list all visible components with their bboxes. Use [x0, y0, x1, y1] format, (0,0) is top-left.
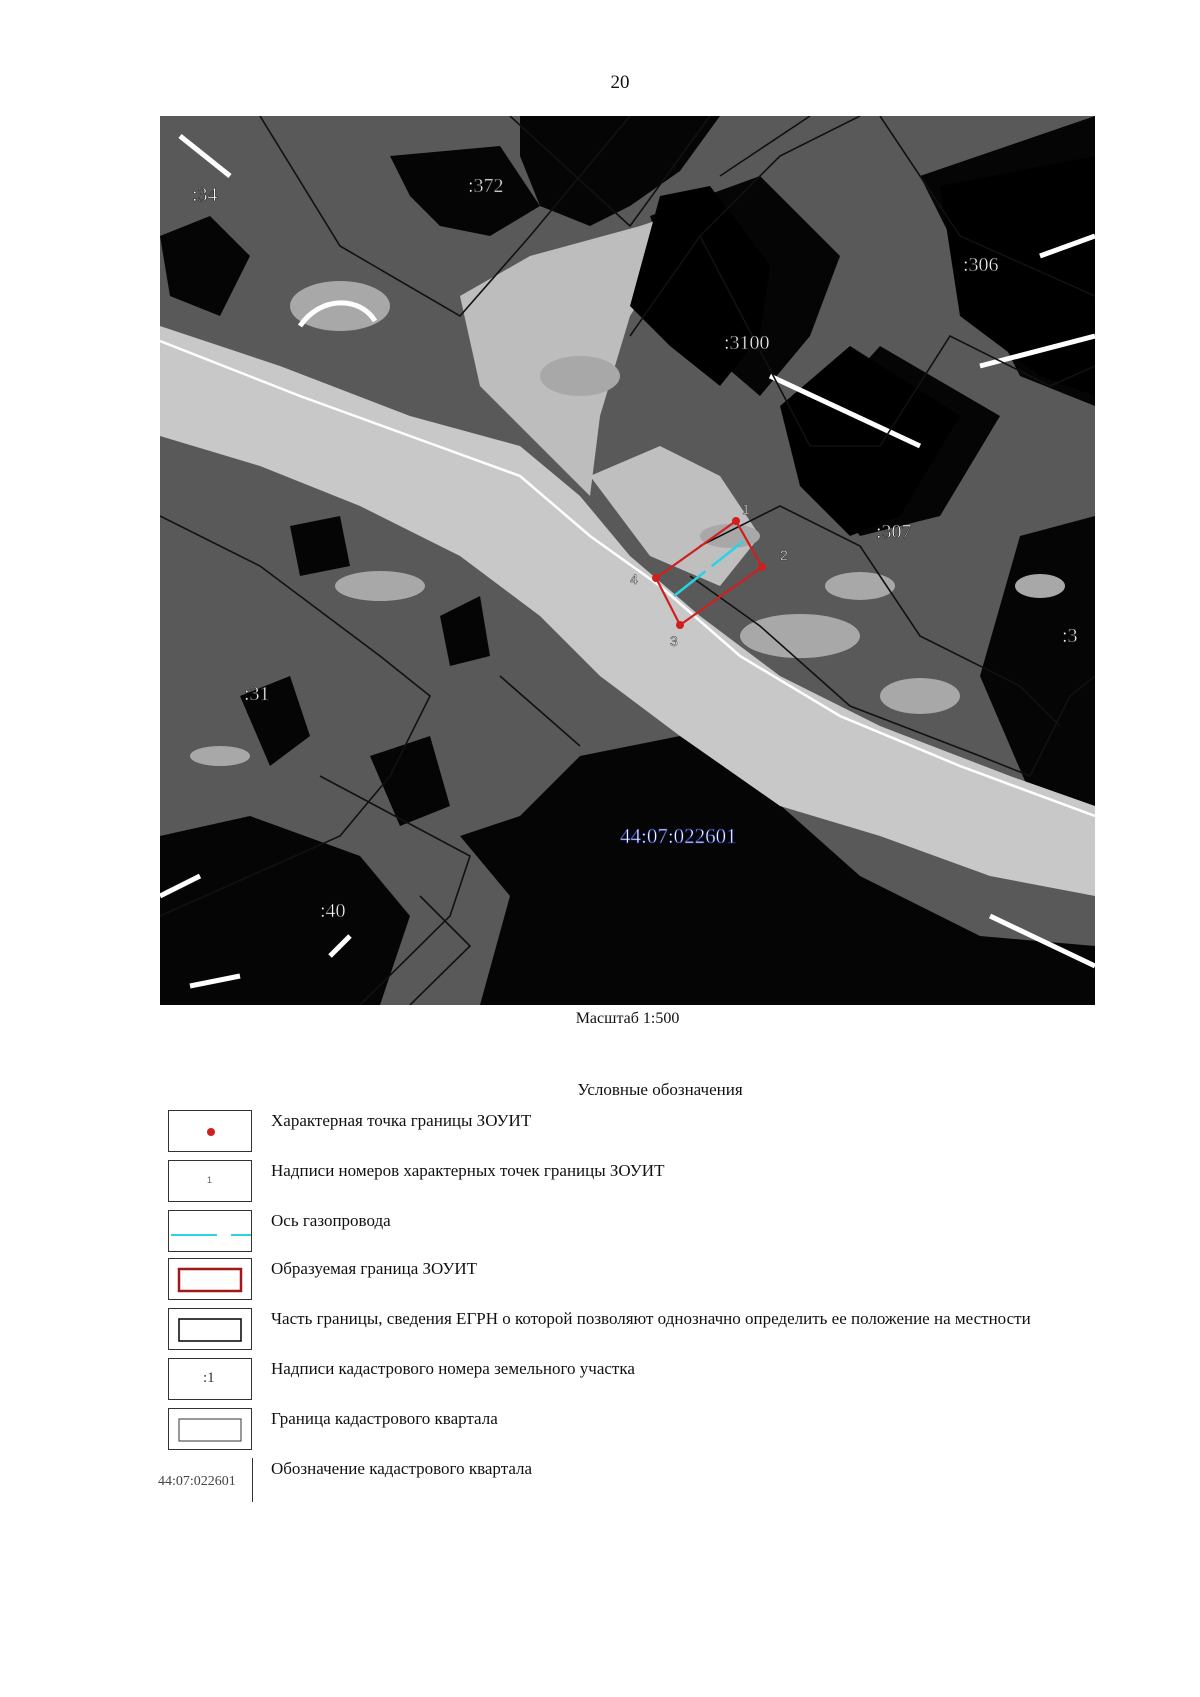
parcel-label-31: :31: [244, 683, 270, 705]
legend-text: Часть границы, сведения ЕГРН о которой позволяют однозначно определить ее положение на местности: [271, 1309, 1031, 1328]
red-rectangle-icon: [168, 1258, 252, 1300]
legend-text: Обозначение кадастрового квартала: [271, 1459, 533, 1478]
parcel-label-372: :372: [468, 175, 504, 197]
red-dot-icon: [168, 1110, 252, 1152]
point-number-3: 3: [670, 633, 678, 649]
legend-symbol: 44:07:022601: [158, 1474, 236, 1489]
legend-symbol: 1: [207, 1175, 213, 1185]
parcel-label-34: :34: [192, 184, 218, 206]
legend-text: Образуемая граница ЗОУИТ: [271, 1259, 478, 1278]
boundary-point-4: [652, 574, 660, 582]
quarter-label: 44:07:022601: [620, 824, 737, 848]
legend-title: Условные обозначения: [577, 1080, 743, 1099]
legend-text: Характерная точка границы ЗОУИТ: [271, 1111, 532, 1130]
dashed-cyan-line-icon: [168, 1210, 252, 1252]
point-number-icon: [168, 1160, 252, 1202]
boundary-point-3: [676, 621, 684, 629]
legend-text: Граница кадастрового квартала: [271, 1409, 498, 1428]
cadastral-map[interactable]: [160, 116, 1095, 1005]
parcel-label-40: :40: [320, 900, 346, 922]
boundary-point-2: [758, 563, 766, 571]
legend-text: Надписи номеров характерных точек границы ЗОУИТ: [271, 1161, 665, 1180]
parcel-label-307: :307: [876, 521, 912, 543]
scale-caption: Масштаб 1:500: [575, 1010, 680, 1027]
quarter-number-icon: [158, 1458, 253, 1502]
point-number-1: 1: [742, 501, 750, 517]
boundary-point-1: [732, 517, 740, 525]
parcel-number-icon: [168, 1358, 252, 1400]
map-canvas: [160, 116, 1095, 1005]
parcel-label-306: :306: [963, 254, 999, 276]
page-number: 20: [610, 72, 630, 93]
point-number-4: 4: [630, 571, 638, 587]
black-rectangle-icon: [168, 1308, 252, 1350]
parcel-label-3: :3: [1062, 625, 1078, 647]
white-rectangle-icon: [168, 1408, 252, 1450]
parcel-label-3100: :3100: [724, 332, 770, 354]
legend-symbol: :1: [203, 1370, 215, 1386]
legend-text: Ось газопровода: [271, 1211, 391, 1230]
legend-text: Надписи кадастрового номера земельного участка: [271, 1359, 635, 1378]
point-number-2: 2: [780, 547, 788, 563]
